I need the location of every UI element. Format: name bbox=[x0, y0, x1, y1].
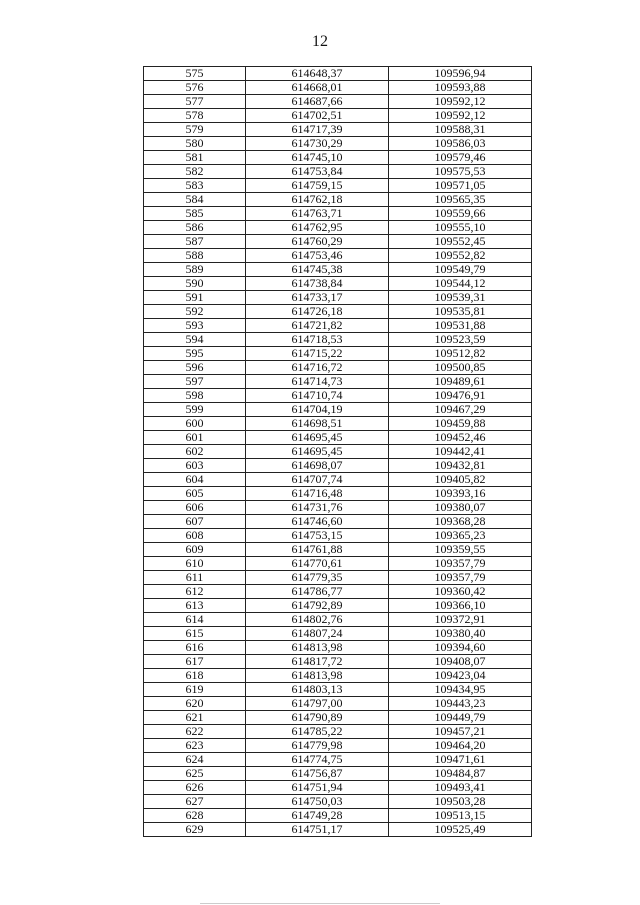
table-row bbox=[144, 305, 532, 319]
point-number-cell: 625 bbox=[144, 767, 246, 781]
x-coordinate-cell: 614790,89 bbox=[246, 711, 389, 725]
x-coordinate-cell: 614786,77 bbox=[246, 585, 389, 599]
coordinates-table bbox=[143, 66, 532, 837]
table-row bbox=[144, 711, 532, 725]
x-coordinate-cell: 614687,66 bbox=[246, 95, 389, 109]
x-coordinate-cell: 614761,88 bbox=[246, 543, 389, 557]
y-coordinate-cell: 109357,79 bbox=[389, 557, 532, 571]
table-row bbox=[144, 417, 532, 431]
point-number-cell: 595 bbox=[144, 347, 246, 361]
x-coordinate-cell: 614753,84 bbox=[246, 165, 389, 179]
y-coordinate-cell: 109449,79 bbox=[389, 711, 532, 725]
y-coordinate-cell: 109586,03 bbox=[389, 137, 532, 151]
coordinates-table-body bbox=[144, 67, 532, 837]
table-row bbox=[144, 221, 532, 235]
point-number-cell: 614 bbox=[144, 613, 246, 627]
point-number-cell: 579 bbox=[144, 123, 246, 137]
x-coordinate-cell: 614751,17 bbox=[246, 823, 389, 837]
x-coordinate-cell: 614797,00 bbox=[246, 697, 389, 711]
table-row bbox=[144, 403, 532, 417]
x-coordinate-cell: 614745,10 bbox=[246, 151, 389, 165]
x-coordinate-cell: 614738,84 bbox=[246, 277, 389, 291]
table-row bbox=[144, 697, 532, 711]
y-coordinate-cell: 109434,95 bbox=[389, 683, 532, 697]
x-coordinate-cell: 614714,73 bbox=[246, 375, 389, 389]
y-coordinate-cell: 109549,79 bbox=[389, 263, 532, 277]
point-number-cell: 604 bbox=[144, 473, 246, 487]
x-coordinate-cell: 614698,51 bbox=[246, 417, 389, 431]
y-coordinate-cell: 109588,31 bbox=[389, 123, 532, 137]
y-coordinate-cell: 109432,81 bbox=[389, 459, 532, 473]
table-row bbox=[144, 249, 532, 263]
x-coordinate-cell: 614721,82 bbox=[246, 319, 389, 333]
x-coordinate-cell: 614763,71 bbox=[246, 207, 389, 221]
point-number-cell: 602 bbox=[144, 445, 246, 459]
point-number-cell: 607 bbox=[144, 515, 246, 529]
table-row bbox=[144, 669, 532, 683]
table-row bbox=[144, 151, 532, 165]
x-coordinate-cell: 614726,18 bbox=[246, 305, 389, 319]
page-number: 12 bbox=[312, 33, 328, 50]
point-number-cell: 597 bbox=[144, 375, 246, 389]
y-coordinate-cell: 109539,31 bbox=[389, 291, 532, 305]
y-coordinate-cell: 109513,15 bbox=[389, 809, 532, 823]
point-number-cell: 584 bbox=[144, 193, 246, 207]
point-number-cell: 610 bbox=[144, 557, 246, 571]
point-number-cell: 587 bbox=[144, 235, 246, 249]
table-row bbox=[144, 445, 532, 459]
point-number-cell: 608 bbox=[144, 529, 246, 543]
x-coordinate-cell: 614731,76 bbox=[246, 501, 389, 515]
x-coordinate-cell: 614813,98 bbox=[246, 641, 389, 655]
table-row bbox=[144, 179, 532, 193]
table-row bbox=[144, 739, 532, 753]
x-coordinate-cell: 614717,39 bbox=[246, 123, 389, 137]
x-coordinate-cell: 614779,35 bbox=[246, 571, 389, 585]
y-coordinate-cell: 109489,61 bbox=[389, 375, 532, 389]
y-coordinate-cell: 109523,59 bbox=[389, 333, 532, 347]
x-coordinate-cell: 614695,45 bbox=[246, 445, 389, 459]
point-number-cell: 616 bbox=[144, 641, 246, 655]
y-coordinate-cell: 109467,29 bbox=[389, 403, 532, 417]
table-row bbox=[144, 627, 532, 641]
point-number-cell: 581 bbox=[144, 151, 246, 165]
point-number-cell: 591 bbox=[144, 291, 246, 305]
point-number-cell: 601 bbox=[144, 431, 246, 445]
point-number-cell: 575 bbox=[144, 67, 246, 81]
y-coordinate-cell: 109442,41 bbox=[389, 445, 532, 459]
y-coordinate-cell: 109525,49 bbox=[389, 823, 532, 837]
point-number-cell: 593 bbox=[144, 319, 246, 333]
y-coordinate-cell: 109366,10 bbox=[389, 599, 532, 613]
x-coordinate-cell: 614817,72 bbox=[246, 655, 389, 669]
table-row bbox=[144, 655, 532, 669]
point-number-cell: 624 bbox=[144, 753, 246, 767]
x-coordinate-cell: 614770,61 bbox=[246, 557, 389, 571]
y-coordinate-cell: 109459,88 bbox=[389, 417, 532, 431]
table-row bbox=[144, 613, 532, 627]
point-number-cell: 600 bbox=[144, 417, 246, 431]
y-coordinate-cell: 109593,88 bbox=[389, 81, 532, 95]
table-row bbox=[144, 557, 532, 571]
x-coordinate-cell: 614710,74 bbox=[246, 389, 389, 403]
y-coordinate-cell: 109368,28 bbox=[389, 515, 532, 529]
point-number-cell: 576 bbox=[144, 81, 246, 95]
table-row bbox=[144, 67, 532, 81]
y-coordinate-cell: 109535,81 bbox=[389, 305, 532, 319]
table-row bbox=[144, 809, 532, 823]
x-coordinate-cell: 614668,01 bbox=[246, 81, 389, 95]
y-coordinate-cell: 109360,42 bbox=[389, 585, 532, 599]
table-row bbox=[144, 123, 532, 137]
point-number-cell: 617 bbox=[144, 655, 246, 669]
table-row bbox=[144, 585, 532, 599]
x-coordinate-cell: 614774,75 bbox=[246, 753, 389, 767]
y-coordinate-cell: 109571,05 bbox=[389, 179, 532, 193]
x-coordinate-cell: 614716,48 bbox=[246, 487, 389, 501]
point-number-cell: 589 bbox=[144, 263, 246, 277]
table-row bbox=[144, 641, 532, 655]
y-coordinate-cell: 109457,21 bbox=[389, 725, 532, 739]
table-row bbox=[144, 109, 532, 123]
y-coordinate-cell: 109380,40 bbox=[389, 627, 532, 641]
table-row bbox=[144, 277, 532, 291]
x-coordinate-cell: 614779,98 bbox=[246, 739, 389, 753]
point-number-cell: 621 bbox=[144, 711, 246, 725]
x-coordinate-cell: 614751,94 bbox=[246, 781, 389, 795]
table-row bbox=[144, 571, 532, 585]
y-coordinate-cell: 109500,85 bbox=[389, 361, 532, 375]
x-coordinate-cell: 614730,29 bbox=[246, 137, 389, 151]
table-row bbox=[144, 263, 532, 277]
table-row bbox=[144, 473, 532, 487]
table-row bbox=[144, 165, 532, 179]
point-number-cell: 626 bbox=[144, 781, 246, 795]
point-number-cell: 613 bbox=[144, 599, 246, 613]
x-coordinate-cell: 614749,28 bbox=[246, 809, 389, 823]
x-coordinate-cell: 614762,18 bbox=[246, 193, 389, 207]
y-coordinate-cell: 109484,87 bbox=[389, 767, 532, 781]
point-number-cell: 592 bbox=[144, 305, 246, 319]
y-coordinate-cell: 109393,16 bbox=[389, 487, 532, 501]
x-coordinate-cell: 614750,03 bbox=[246, 795, 389, 809]
point-number-cell: 577 bbox=[144, 95, 246, 109]
x-coordinate-cell: 614707,74 bbox=[246, 473, 389, 487]
y-coordinate-cell: 109559,66 bbox=[389, 207, 532, 221]
point-number-cell: 585 bbox=[144, 207, 246, 221]
point-number-cell: 598 bbox=[144, 389, 246, 403]
y-coordinate-cell: 109493,41 bbox=[389, 781, 532, 795]
y-coordinate-cell: 109372,91 bbox=[389, 613, 532, 627]
table-row bbox=[144, 515, 532, 529]
y-coordinate-cell: 109592,12 bbox=[389, 109, 532, 123]
table-row bbox=[144, 319, 532, 333]
y-coordinate-cell: 109565,35 bbox=[389, 193, 532, 207]
x-coordinate-cell: 614702,51 bbox=[246, 109, 389, 123]
table-row bbox=[144, 361, 532, 375]
table-row bbox=[144, 95, 532, 109]
y-coordinate-cell: 109575,53 bbox=[389, 165, 532, 179]
x-coordinate-cell: 614813,98 bbox=[246, 669, 389, 683]
point-number-cell: 594 bbox=[144, 333, 246, 347]
point-number-cell: 590 bbox=[144, 277, 246, 291]
table-row bbox=[144, 207, 532, 221]
y-coordinate-cell: 109579,46 bbox=[389, 151, 532, 165]
y-coordinate-cell: 109365,23 bbox=[389, 529, 532, 543]
table-row bbox=[144, 235, 532, 249]
table-row bbox=[144, 599, 532, 613]
table-row bbox=[144, 193, 532, 207]
x-coordinate-cell: 614648,37 bbox=[246, 67, 389, 81]
y-coordinate-cell: 109544,12 bbox=[389, 277, 532, 291]
point-number-cell: 623 bbox=[144, 739, 246, 753]
y-coordinate-cell: 109394,60 bbox=[389, 641, 532, 655]
point-number-cell: 615 bbox=[144, 627, 246, 641]
x-coordinate-cell: 614718,53 bbox=[246, 333, 389, 347]
y-coordinate-cell: 109552,82 bbox=[389, 249, 532, 263]
x-coordinate-cell: 614753,46 bbox=[246, 249, 389, 263]
table-row bbox=[144, 137, 532, 151]
point-number-cell: 627 bbox=[144, 795, 246, 809]
table-row bbox=[144, 781, 532, 795]
table-row bbox=[144, 375, 532, 389]
point-number-cell: 596 bbox=[144, 361, 246, 375]
table-row bbox=[144, 725, 532, 739]
table-row bbox=[144, 753, 532, 767]
point-number-cell: 622 bbox=[144, 725, 246, 739]
y-coordinate-cell: 109359,55 bbox=[389, 543, 532, 557]
point-number-cell: 586 bbox=[144, 221, 246, 235]
x-coordinate-cell: 614695,45 bbox=[246, 431, 389, 445]
x-coordinate-cell: 614792,89 bbox=[246, 599, 389, 613]
y-coordinate-cell: 109476,91 bbox=[389, 389, 532, 403]
x-coordinate-cell: 614785,22 bbox=[246, 725, 389, 739]
x-coordinate-cell: 614745,38 bbox=[246, 263, 389, 277]
y-coordinate-cell: 109531,88 bbox=[389, 319, 532, 333]
x-coordinate-cell: 614756,87 bbox=[246, 767, 389, 781]
point-number-cell: 609 bbox=[144, 543, 246, 557]
y-coordinate-cell: 109380,07 bbox=[389, 501, 532, 515]
point-number-cell: 603 bbox=[144, 459, 246, 473]
table-row bbox=[144, 543, 532, 557]
y-coordinate-cell: 109512,82 bbox=[389, 347, 532, 361]
table-row bbox=[144, 81, 532, 95]
y-coordinate-cell: 109596,94 bbox=[389, 67, 532, 81]
y-coordinate-cell: 109464,20 bbox=[389, 739, 532, 753]
y-coordinate-cell: 109405,82 bbox=[389, 473, 532, 487]
y-coordinate-cell: 109552,45 bbox=[389, 235, 532, 249]
table-row bbox=[144, 823, 532, 837]
point-number-cell: 583 bbox=[144, 179, 246, 193]
point-number-cell: 628 bbox=[144, 809, 246, 823]
x-coordinate-cell: 614802,76 bbox=[246, 613, 389, 627]
table-row bbox=[144, 459, 532, 473]
y-coordinate-cell: 109471,61 bbox=[389, 753, 532, 767]
x-coordinate-cell: 614807,24 bbox=[246, 627, 389, 641]
point-number-cell: 588 bbox=[144, 249, 246, 263]
point-number-cell: 578 bbox=[144, 109, 246, 123]
point-number-cell: 611 bbox=[144, 571, 246, 585]
y-coordinate-cell: 109408,07 bbox=[389, 655, 532, 669]
table-row bbox=[144, 501, 532, 515]
point-number-cell: 629 bbox=[144, 823, 246, 837]
y-coordinate-cell: 109592,12 bbox=[389, 95, 532, 109]
table-row bbox=[144, 431, 532, 445]
table-row bbox=[144, 347, 532, 361]
x-coordinate-cell: 614760,29 bbox=[246, 235, 389, 249]
point-number-cell: 599 bbox=[144, 403, 246, 417]
point-number-cell: 605 bbox=[144, 487, 246, 501]
y-coordinate-cell: 109503,28 bbox=[389, 795, 532, 809]
scan-edge-line bbox=[200, 903, 440, 904]
x-coordinate-cell: 614753,15 bbox=[246, 529, 389, 543]
x-coordinate-cell: 614803,13 bbox=[246, 683, 389, 697]
table-row bbox=[144, 389, 532, 403]
x-coordinate-cell: 614698,07 bbox=[246, 459, 389, 473]
point-number-cell: 612 bbox=[144, 585, 246, 599]
y-coordinate-cell: 109443,23 bbox=[389, 697, 532, 711]
point-number-cell: 580 bbox=[144, 137, 246, 151]
x-coordinate-cell: 614715,22 bbox=[246, 347, 389, 361]
y-coordinate-cell: 109555,10 bbox=[389, 221, 532, 235]
table-row bbox=[144, 487, 532, 501]
point-number-cell: 619 bbox=[144, 683, 246, 697]
y-coordinate-cell: 109423,04 bbox=[389, 669, 532, 683]
x-coordinate-cell: 614716,72 bbox=[246, 361, 389, 375]
point-number-cell: 582 bbox=[144, 165, 246, 179]
point-number-cell: 620 bbox=[144, 697, 246, 711]
x-coordinate-cell: 614762,95 bbox=[246, 221, 389, 235]
x-coordinate-cell: 614704,19 bbox=[246, 403, 389, 417]
table-row bbox=[144, 795, 532, 809]
table-row bbox=[144, 333, 532, 347]
table-row bbox=[144, 683, 532, 697]
x-coordinate-cell: 614733,17 bbox=[246, 291, 389, 305]
y-coordinate-cell: 109452,46 bbox=[389, 431, 532, 445]
table-row bbox=[144, 291, 532, 305]
table-row bbox=[144, 767, 532, 781]
x-coordinate-cell: 614759,15 bbox=[246, 179, 389, 193]
table-row bbox=[144, 529, 532, 543]
point-number-cell: 606 bbox=[144, 501, 246, 515]
point-number-cell: 618 bbox=[144, 669, 246, 683]
y-coordinate-cell: 109357,79 bbox=[389, 571, 532, 585]
x-coordinate-cell: 614746,60 bbox=[246, 515, 389, 529]
